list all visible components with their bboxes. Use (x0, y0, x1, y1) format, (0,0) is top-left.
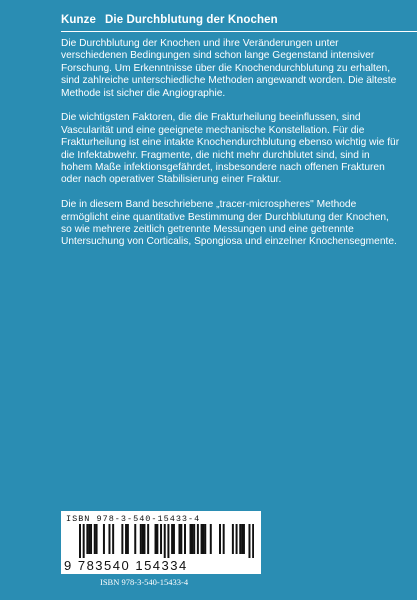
barcode-digits: 9 783540 154334 (64, 558, 188, 573)
barcode-bar (112, 524, 114, 554)
barcode-bar (143, 524, 145, 554)
barcode-graphic (79, 524, 254, 558)
barcode-bar (178, 524, 180, 554)
header-rule (61, 31, 417, 32)
barcode-bar (210, 524, 212, 554)
barcode-bar (223, 524, 225, 554)
barcode-bar (248, 524, 250, 558)
barcode-bar (83, 524, 85, 558)
barcode-bar (142, 524, 144, 554)
barcode-bar (94, 524, 96, 554)
paragraph-2: Die wichtigsten Faktoren, die die Frakturheilung beeinflussen, sind Vascularität und eine geeignete mechanische Konstellation. Für die Frakturheilung ist eine intakte Knochendurchblutung ebenso wichtig wie für die Infektabwehr. Fragmente, die nicht mehr durchblutet sind, sind in hohem Maße infektionsgefährdet, insbesondere nach offenen Frakturen oder nach operativer Stabilisierung einer Fraktur. (61, 112, 400, 186)
barcode-bar (90, 524, 92, 554)
barcode-bar (239, 524, 241, 554)
barcode-bar (140, 524, 142, 554)
barcode-bar (184, 524, 186, 554)
barcode-bar (88, 524, 90, 554)
barcode-bar (197, 524, 199, 554)
barcode-bar (173, 524, 175, 554)
barcode-bar (232, 524, 234, 554)
barcode-bar (252, 524, 254, 558)
blurb-text (61, 38, 401, 261)
barcode-bar (86, 524, 88, 554)
barcode-bar (202, 524, 204, 554)
barcode-bar (243, 524, 245, 554)
paragraph-3: Die in diesem Band beschriebene „tracer-microspheres" Methode ermöglicht eine quantitative Bestimmung der Durchblutung der Knochen, so wie mehrere zeitlich getrennte Messungen und eine getrennte Untersuchung von Corticalis, Spongiosa und einzelner Knochensegmente. (61, 199, 397, 248)
barcode-bar (191, 524, 193, 554)
barcode-bar (219, 524, 221, 554)
barcode-bar (125, 524, 127, 554)
barcode-bar (204, 524, 206, 554)
barcode-bar (160, 524, 162, 554)
barcode-bar (108, 524, 110, 554)
isbn-bottom: ISBN 978-3-540-15433-4 (100, 577, 189, 587)
author-name: Kunze (61, 14, 96, 26)
barcode-bar (236, 524, 238, 554)
barcode-bar (171, 524, 173, 554)
paragraph-1: Die Durchblutung der Knochen und ihre Veränderungen unter verschiedenen Bedingungen sind schon lange Gegenstand intensiver Forschung. Um Erkenntnisse über die Knochendurchblutung zu erhalten, sind zahlreiche unterschiedliche Methoden angewandt worden. Die älteste Methode ist sicher die Angiographie. (61, 38, 397, 99)
barcode-bar (103, 524, 105, 554)
barcode-bar (155, 524, 157, 554)
barcode-isbn-label: ISBN 978-3-540-15433-4 (66, 514, 201, 524)
barcode-bar (121, 524, 123, 554)
barcode-bar (96, 524, 98, 554)
book-title: Die Durchblutung der Knochen (105, 14, 278, 26)
barcode-bar (167, 524, 169, 558)
barcode-bar (147, 524, 149, 554)
barcode-bar (241, 524, 243, 554)
barcode-bar (79, 524, 81, 558)
barcode-bar (180, 524, 182, 554)
book-header (61, 14, 278, 26)
barcode-bar (134, 524, 136, 554)
barcode-bar (201, 524, 203, 554)
barcode-bar (164, 524, 166, 558)
barcode-box (61, 511, 261, 574)
barcode-bar (156, 524, 158, 554)
barcode-bar (193, 524, 195, 554)
barcode-bar (190, 524, 192, 554)
barcode-bar (127, 524, 129, 554)
